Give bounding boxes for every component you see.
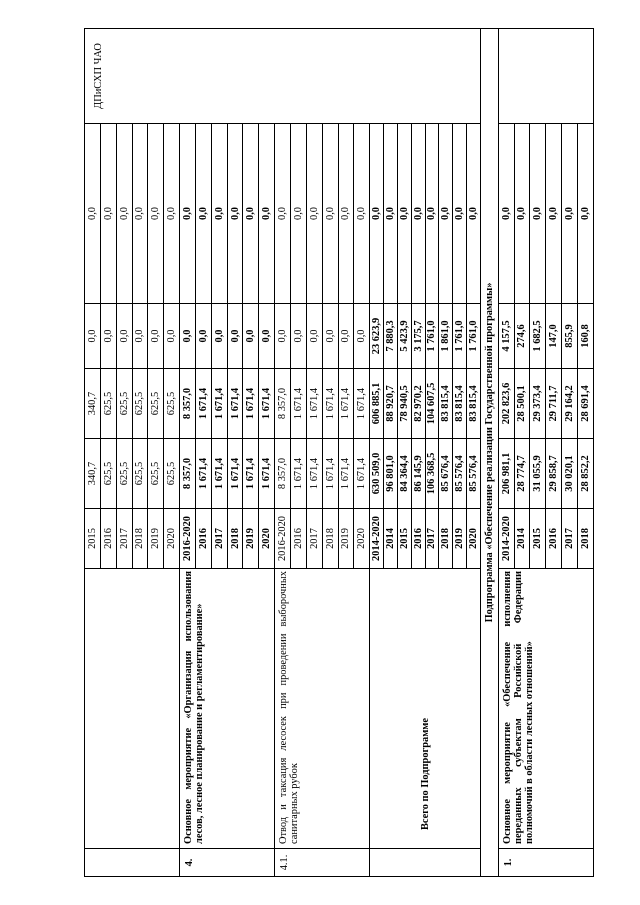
value-cell: 0,0 <box>530 124 546 304</box>
value-cell: 0,0 <box>195 304 211 369</box>
year-cell: 2019 <box>338 509 354 569</box>
value-cell: 0,0 <box>338 124 354 304</box>
value-cell: 28 852,2 <box>577 439 593 509</box>
value-cell: 7 880,3 <box>384 304 398 369</box>
table-row <box>498 29 514 877</box>
value-cell: 85 576,4 <box>467 439 481 509</box>
value-cell: 1 671,4 <box>259 439 275 509</box>
year-cell: 2018 <box>322 509 338 569</box>
item-number: 1. <box>498 849 593 877</box>
value-cell: 86 145,9 <box>411 439 425 509</box>
value-cell: 0,0 <box>164 304 180 369</box>
value-cell: 0,0 <box>132 304 148 369</box>
value-cell: 0,0 <box>562 124 578 304</box>
value-cell: 625,5 <box>148 369 164 439</box>
number-cell <box>85 849 180 877</box>
year-cell: 2019 <box>148 509 164 569</box>
value-cell: 1 761,0 <box>425 304 439 369</box>
value-cell: 625,5 <box>100 369 116 439</box>
year-cell: 2017 <box>116 509 132 569</box>
year-cell: 2016-2020 <box>180 509 196 569</box>
value-cell: 28 500,1 <box>514 369 530 439</box>
value-cell: 1 671,4 <box>195 439 211 509</box>
value-cell: 29 858,7 <box>546 439 562 509</box>
value-cell: 1 671,4 <box>338 369 354 439</box>
year-cell: 2016 <box>195 509 211 569</box>
value-cell: 630 509,0 <box>370 439 384 509</box>
value-cell: 0,0 <box>370 124 384 304</box>
value-cell: 0,0 <box>227 124 243 304</box>
value-cell: 0,0 <box>275 124 291 304</box>
year-cell: 2014-2020 <box>498 509 514 569</box>
value-cell: 1 671,4 <box>306 439 322 509</box>
value-cell: 96 801,0 <box>384 439 398 509</box>
value-cell: 23 623,9 <box>370 304 384 369</box>
value-cell: 0,0 <box>290 124 306 304</box>
value-cell: 625,5 <box>116 439 132 509</box>
item-number: 4.1. <box>275 849 370 877</box>
value-cell: 29 164,2 <box>562 369 578 439</box>
value-cell: 0,0 <box>180 304 196 369</box>
value-cell: 1 671,4 <box>338 439 354 509</box>
value-cell: 3 175,7 <box>411 304 425 369</box>
value-cell: 0,0 <box>411 124 425 304</box>
value-cell: 1 682,5 <box>530 304 546 369</box>
value-cell: 0,0 <box>116 124 132 304</box>
value-cell: 88 920,7 <box>384 369 398 439</box>
value-cell: 1 671,4 <box>195 369 211 439</box>
value-cell: 0,0 <box>164 124 180 304</box>
value-cell: 0,0 <box>338 304 354 369</box>
value-cell: 625,5 <box>100 439 116 509</box>
value-cell: 0,0 <box>148 124 164 304</box>
item-name: Отвод и таксация лесосек при проведении выборочных санитарных рубок <box>275 569 370 849</box>
value-cell: 8 357,0 <box>275 369 291 439</box>
value-cell: 0,0 <box>195 124 211 304</box>
value-cell: 0,0 <box>546 124 562 304</box>
value-cell: 274,6 <box>514 304 530 369</box>
value-cell: 1 671,4 <box>290 369 306 439</box>
value-cell: 0,0 <box>397 124 411 304</box>
value-cell: 85 576,4 <box>453 439 467 509</box>
year-cell: 2015 <box>85 509 101 569</box>
year-cell: 2020 <box>259 509 275 569</box>
table-row <box>370 29 384 877</box>
value-cell: 0,0 <box>243 304 259 369</box>
value-cell: 0,0 <box>467 124 481 304</box>
value-cell: 206 981,1 <box>498 439 514 509</box>
value-cell: 1 671,4 <box>211 439 227 509</box>
value-cell: 0,0 <box>211 304 227 369</box>
value-cell: 1 671,4 <box>243 369 259 439</box>
value-cell: 1 671,4 <box>290 439 306 509</box>
value-cell: 606 885,1 <box>370 369 384 439</box>
value-cell: 0,0 <box>354 124 370 304</box>
value-cell: 625,5 <box>116 369 132 439</box>
value-cell: 1 761,0 <box>453 304 467 369</box>
number-cell <box>370 849 481 877</box>
value-cell: 0,0 <box>498 124 514 304</box>
value-cell: 83 815,4 <box>467 369 481 439</box>
value-cell: 0,0 <box>577 124 593 304</box>
value-cell: 340,7 <box>85 439 101 509</box>
value-cell: 0,0 <box>259 124 275 304</box>
value-cell: 0,0 <box>85 124 101 304</box>
value-cell: 0,0 <box>243 124 259 304</box>
table-row <box>275 29 291 877</box>
value-cell: 0,0 <box>180 124 196 304</box>
value-cell: 625,5 <box>164 369 180 439</box>
value-cell: 1 761,0 <box>467 304 481 369</box>
value-cell: 1 671,4 <box>322 439 338 509</box>
year-cell: 2014 <box>514 509 530 569</box>
value-cell: 0,0 <box>100 124 116 304</box>
value-cell: 1 671,4 <box>322 369 338 439</box>
value-cell: 147,0 <box>546 304 562 369</box>
year-cell: 2016 <box>290 509 306 569</box>
rotated-page <box>84 29 594 877</box>
year-cell: 2017 <box>306 509 322 569</box>
year-cell: 2018 <box>227 509 243 569</box>
value-cell: 1 671,4 <box>259 369 275 439</box>
value-cell: 8 357,0 <box>180 439 196 509</box>
value-cell: 625,5 <box>164 439 180 509</box>
value-cell: 0,0 <box>290 304 306 369</box>
value-cell: 0,0 <box>306 124 322 304</box>
value-cell: 202 823,6 <box>498 369 514 439</box>
value-cell: 29 373,4 <box>530 369 546 439</box>
value-cell: 340,7 <box>85 369 101 439</box>
value-cell: 78 940,5 <box>397 369 411 439</box>
value-cell: 855,9 <box>562 304 578 369</box>
value-cell: 160,8 <box>577 304 593 369</box>
value-cell: 1 671,4 <box>211 369 227 439</box>
value-cell: 0,0 <box>306 304 322 369</box>
year-cell: 2020 <box>164 509 180 569</box>
value-cell: 0,0 <box>116 304 132 369</box>
year-cell: 2016-2020 <box>275 509 291 569</box>
value-cell: 29 711,7 <box>546 369 562 439</box>
name-cell <box>85 569 180 849</box>
value-cell: 1 671,4 <box>306 369 322 439</box>
value-cell: 4 157,5 <box>498 304 514 369</box>
budget-table <box>84 28 594 877</box>
value-cell: 0,0 <box>322 124 338 304</box>
value-cell: 30 020,1 <box>562 439 578 509</box>
value-cell: 106 368,5 <box>425 439 439 509</box>
subprogram-title: Подпрограмма «Обеспечение реализации Государственной программы» <box>480 29 498 877</box>
year-cell: 2016 <box>411 509 425 569</box>
year-cell: 2018 <box>439 509 453 569</box>
value-cell: 83 815,4 <box>453 369 467 439</box>
total-label: Всего по Подпрограмме <box>370 569 481 849</box>
value-cell: 1 861,0 <box>439 304 453 369</box>
value-cell: 625,5 <box>132 439 148 509</box>
value-cell: 1 671,4 <box>227 439 243 509</box>
responsible-cell: ДПиСХП ЧАО <box>85 29 481 124</box>
value-cell: 0,0 <box>453 124 467 304</box>
value-cell: 82 970,2 <box>411 369 425 439</box>
value-cell: 83 815,4 <box>439 369 453 439</box>
year-cell: 2020 <box>467 509 481 569</box>
value-cell: 0,0 <box>132 124 148 304</box>
year-cell: 2016 <box>546 509 562 569</box>
value-cell: 84 364,4 <box>397 439 411 509</box>
value-cell: 0,0 <box>100 304 116 369</box>
value-cell: 31 055,9 <box>530 439 546 509</box>
value-cell: 28 774,7 <box>514 439 530 509</box>
item-number: 4. <box>180 849 275 877</box>
value-cell: 0,0 <box>425 124 439 304</box>
year-cell: 2019 <box>243 509 259 569</box>
year-cell: 2016 <box>100 509 116 569</box>
year-cell: 2015 <box>530 509 546 569</box>
year-cell: 2018 <box>577 509 593 569</box>
year-cell: 2015 <box>397 509 411 569</box>
table-row <box>85 29 101 877</box>
value-cell: 8 357,0 <box>275 439 291 509</box>
value-cell: 625,5 <box>132 369 148 439</box>
value-cell: 5 423,9 <box>397 304 411 369</box>
table-row <box>180 29 196 877</box>
value-cell: 28 691,4 <box>577 369 593 439</box>
value-cell: 0,0 <box>514 124 530 304</box>
value-cell: 0,0 <box>275 304 291 369</box>
item-name: Основное мероприятие «Обеспечение исполнения переданных субъектам Российской Федерации полномочий в области лесных отношений» <box>498 569 593 849</box>
value-cell: 0,0 <box>384 124 398 304</box>
subprogram-row <box>480 29 498 877</box>
year-cell: 2014-2020 <box>370 509 384 569</box>
value-cell: 8 357,0 <box>180 369 196 439</box>
value-cell: 0,0 <box>439 124 453 304</box>
value-cell: 0,0 <box>85 304 101 369</box>
responsible-cell <box>498 29 593 124</box>
value-cell: 1 671,4 <box>243 439 259 509</box>
year-cell: 2017 <box>562 509 578 569</box>
year-cell: 2020 <box>354 509 370 569</box>
value-cell: 625,5 <box>148 439 164 509</box>
value-cell: 104 607,5 <box>425 369 439 439</box>
year-cell: 2018 <box>132 509 148 569</box>
item-name: Основное мероприятие «Организация использования лесов, лесное планирование и регламентирование» <box>180 569 275 849</box>
value-cell: 1 671,4 <box>354 369 370 439</box>
year-cell: 2017 <box>425 509 439 569</box>
value-cell: 0,0 <box>148 304 164 369</box>
table-body <box>85 29 594 877</box>
value-cell: 0,0 <box>354 304 370 369</box>
value-cell: 0,0 <box>259 304 275 369</box>
value-cell: 85 676,4 <box>439 439 453 509</box>
value-cell: 1 671,4 <box>354 439 370 509</box>
year-cell: 2019 <box>453 509 467 569</box>
year-cell: 2017 <box>211 509 227 569</box>
value-cell: 0,0 <box>322 304 338 369</box>
value-cell: 1 671,4 <box>227 369 243 439</box>
value-cell: 0,0 <box>211 124 227 304</box>
value-cell: 0,0 <box>227 304 243 369</box>
year-cell: 2014 <box>384 509 398 569</box>
